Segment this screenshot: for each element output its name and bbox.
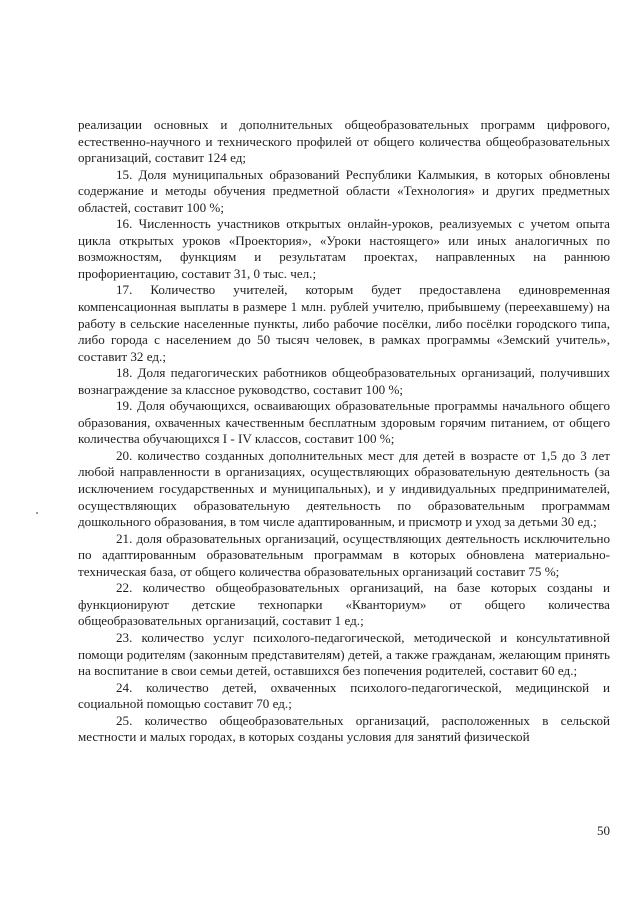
paragraph-item-24: 24. количество детей, охваченных психолого-педагогической, медицинской и социальной помощью составит 70 ед.; [78,679,610,712]
paragraph-item-19: 19. Доля обучающихся, осваивающих образовательные программы начального общего образования, охваченных качественным бесплатным здоровым горячим питанием, от общего количества обучающихся I - IV классов, составит 100 %; [78,398,610,447]
paragraph-item-15: 15. Доля муниципальных образований Республики Калмыкия, в которых обновлены содержание и методы обучения предметной области «Технология» и других предметных областей, составит 100 %; [78,166,610,215]
paragraph-item-21: 21. доля образовательных организаций, осуществляющих деятельность исключительно по адаптированным образовательным программам в которых обновлена материально- техническая база, от общего количества образовательных организаций составит 75 %; [78,530,610,579]
paragraph-item-16: 16. Численность участников открытых онлайн-уроков, реализуемых с учетом опыта цикла открытых уроков «Проектория», «Уроки настоящего» или иных аналогичных по возможностям, функциям и результатам проектах, направленных на раннюю профориентацию, составит 31, 0 тыс. чел.; [78,216,610,281]
body-text [78,117,610,746]
paragraph-item-18: 18. Доля педагогических работников общеобразовательных организаций, получивших вознаграждение за классное руководство, составит 100 %; [78,365,610,397]
paragraph-item-23: 23. количество услуг психолого-педагогической, методической и консультативной помощи родителям (законным представителям) детей, а также гражданам, желающим принять на воспитание в свои семьи детей, оставшихся без попечения родителей, составит 60 ед.; [78,629,610,679]
paragraph-item-22: 22. количество общеобразовательных организаций, на базе которых созданы и функционируют детские технопарки «Кванториум» от общего количества общеобразовательных организаций, составит 1 ед.; [78,580,610,629]
page-number: 50 [597,823,610,838]
paragraph-item-25: 25. количество общеобразовательных организаций, расположенных в сельской местности и малых городах, в которых созданы условия для занятий физической [78,712,610,745]
paragraph-item-17: 17. Количество учителей, которым будет предоставлена единовременная компенсационная выплаты в размере 1 млн. рублей учителю, прибывшему (переехавшему) на работу в сельские населенные пункты, либо рабочие посёлки, либо посёлки городского типа, либо города с населением до 50 тысяч человек, в рамках программы «Земский учитель», составит 32 ед.; [78,282,610,364]
scan-speck [36,512,38,514]
paragraph-item-20: 20. количество созданных дополнительных мест для детей в возрасте от 1,5 до 3 лет любой направленности в организациях, осуществляющих образовательную деятельность (за исключением государственных и муниципальных), и у индивидуальных предпринимателей, осуществляющих образовательную деятельность по образовательным программам дошкольного образования, в том числе адаптированным, и присмотр и уход за детьми 30 ед.; [78,447,610,530]
paragraph-continuation: реализации основных и дополнительных общеобразовательных программ цифрового, естественно-научного и технического профилей от общего количества общеобразовательных организаций, составит 124 ед; [78,117,610,166]
